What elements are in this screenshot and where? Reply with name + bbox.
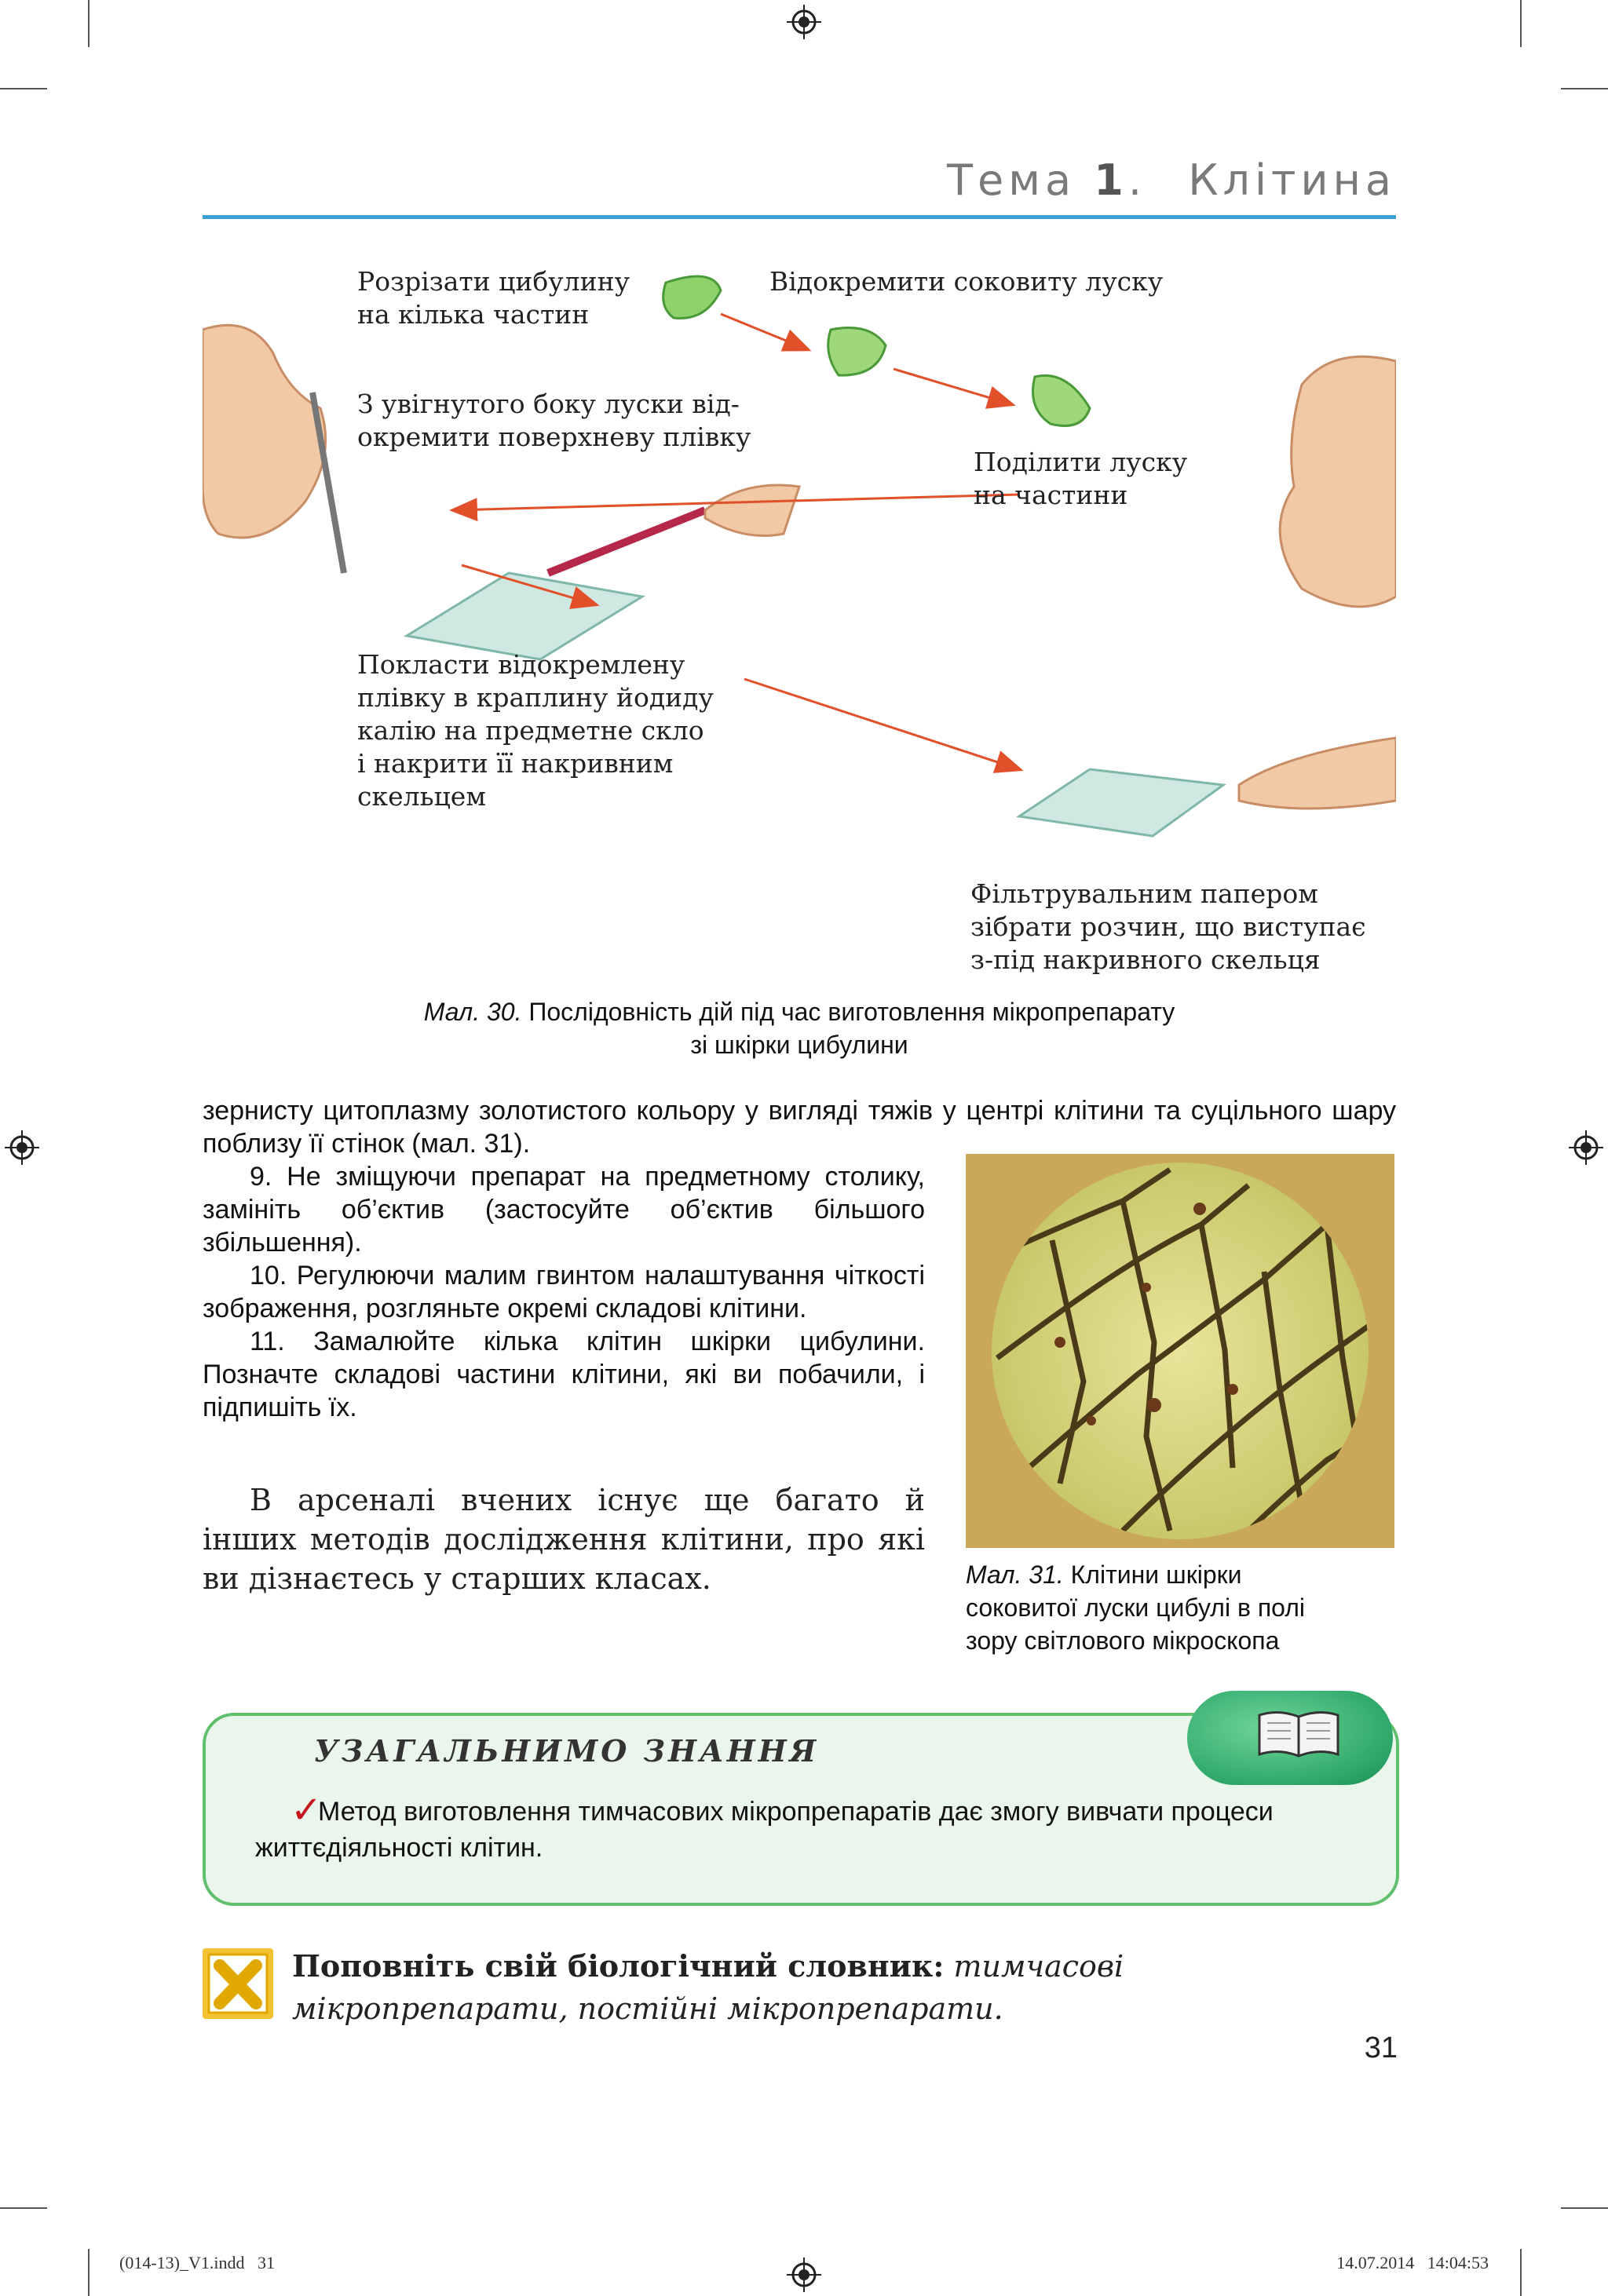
figure-30-caption [203,995,1396,1061]
dictionary-icon [203,1948,273,2019]
onion-cells-micrograph [966,1154,1394,1548]
crossed-pencils-icon [203,1948,273,2019]
tema-label: Тема [947,155,1076,205]
check-icon: ✓ [291,1788,323,1832]
onion-scale-icon [663,276,721,319]
figure-31-caption-text: Клітини шкірки соковитої луски цибулі в полі зору світлового мікроскопа [966,1560,1306,1655]
tema-number: 1 [1094,155,1128,205]
slug-date: 14.07.2014 14:04:53 [1336,2253,1489,2272]
figure-31-caption [966,1558,1358,1657]
label-filter: Фільтрувальним папером зібрати розчин, що виступає з-під накривного скельця [970,878,1366,975]
crop-mark [1561,88,1608,89]
step-9: 9. Не зміщуючи препарат на предметному столику, замініть об’єктив (застосуйте об’єктив більшого збільшення). [203,1162,925,1258]
hand-with-tweezers-icon [203,325,326,538]
header-rule [203,215,1396,219]
slug-file: (014-13)_V1.indd 31 [119,2253,275,2272]
crop-mark [1561,2207,1608,2209]
registration-mark-icon [1569,1130,1603,1165]
crop-mark [1520,0,1522,47]
summary-text: Метод виготовлення тимчасових мікропрепаратів дає змогу вивчати процеси життєдіяльності клітин. [255,1797,1274,1863]
step-10: 10. Регулюючи малим гвинтом налаштування чіткості зображення, розгляньте окремі складові клітини. [203,1261,925,1323]
figure-30-caption-text2: зі шкірки цибулини [690,1031,908,1059]
label-cut-onion: Розрізати цибулину на кілька частин [357,266,630,330]
crop-mark [88,2249,90,2296]
body-paragraph: зернисту цитоплазму золотистого кольору у вигляді тяжів у центрі клітини та суцільного шару поблизу її стінок (мал. 31). [203,1096,1396,1159]
registration-mark-icon [787,2258,821,2292]
page-number: 31 [1364,2031,1398,2064]
figure-30-caption-label: Мал. 30. [423,998,522,1026]
hand-icon [1280,356,1396,607]
tema-dot: . [1127,155,1147,205]
crop-mark [0,2207,47,2209]
arsenal-paragraph: В арсеналі вчених існує ще багато й інших методів дослідження клітини, про які ви дізнаєтесь у старших класах. [203,1483,925,1596]
summary-title: УЗАГАЛЬНИМО ЗНАННЯ [314,1733,820,1769]
step-11: 11. Замалюйте кілька клітин шкірки цибулини. Позначте складові частини клітини, які ви побачили, і підпишіть їх. [203,1327,925,1422]
label-separate-scale: Відокремити соковиту луску [769,266,1164,297]
glass-slide-icon [1019,769,1223,836]
label-peel-film: З увігнутого боку луски від- окремити поверхневу плівку [357,389,751,452]
chapter-title: Клітина [1188,155,1396,205]
registration-mark-icon [5,1130,39,1165]
registration-mark-icon [787,5,821,39]
figure-31-caption-label: Мал. 31. [966,1560,1064,1589]
dictionary-terms: тимчасові мікропрепарати, постійні мікропрепарати. [292,1949,1124,2026]
crop-mark [1520,2249,1522,2296]
crop-mark [88,0,90,47]
crop-mark [0,88,47,89]
dictionary-text [292,1945,1395,2030]
steps-column [203,1160,925,1424]
dictionary-bold: Поповніть свій біологічний словник: [292,1948,945,1984]
chapter-header [947,155,1396,205]
onion-scale-icon [828,328,886,376]
figure-30-caption-text: Послідовність дій під час виготовлення мікропрепарату [528,998,1175,1026]
open-book-icon [1255,1707,1343,1762]
scalpel-icon [548,510,705,573]
glass-slide-icon [407,573,642,659]
tweezers-icon [312,392,344,573]
label-place-film: Покласти відокремлену плівку в краплину йодиду калію на предметне скло і накрити її накривним скельцем [357,649,714,812]
label-divide-scale: Поділити луску на частини [974,447,1188,510]
onion-scale-icon [1033,375,1091,425]
